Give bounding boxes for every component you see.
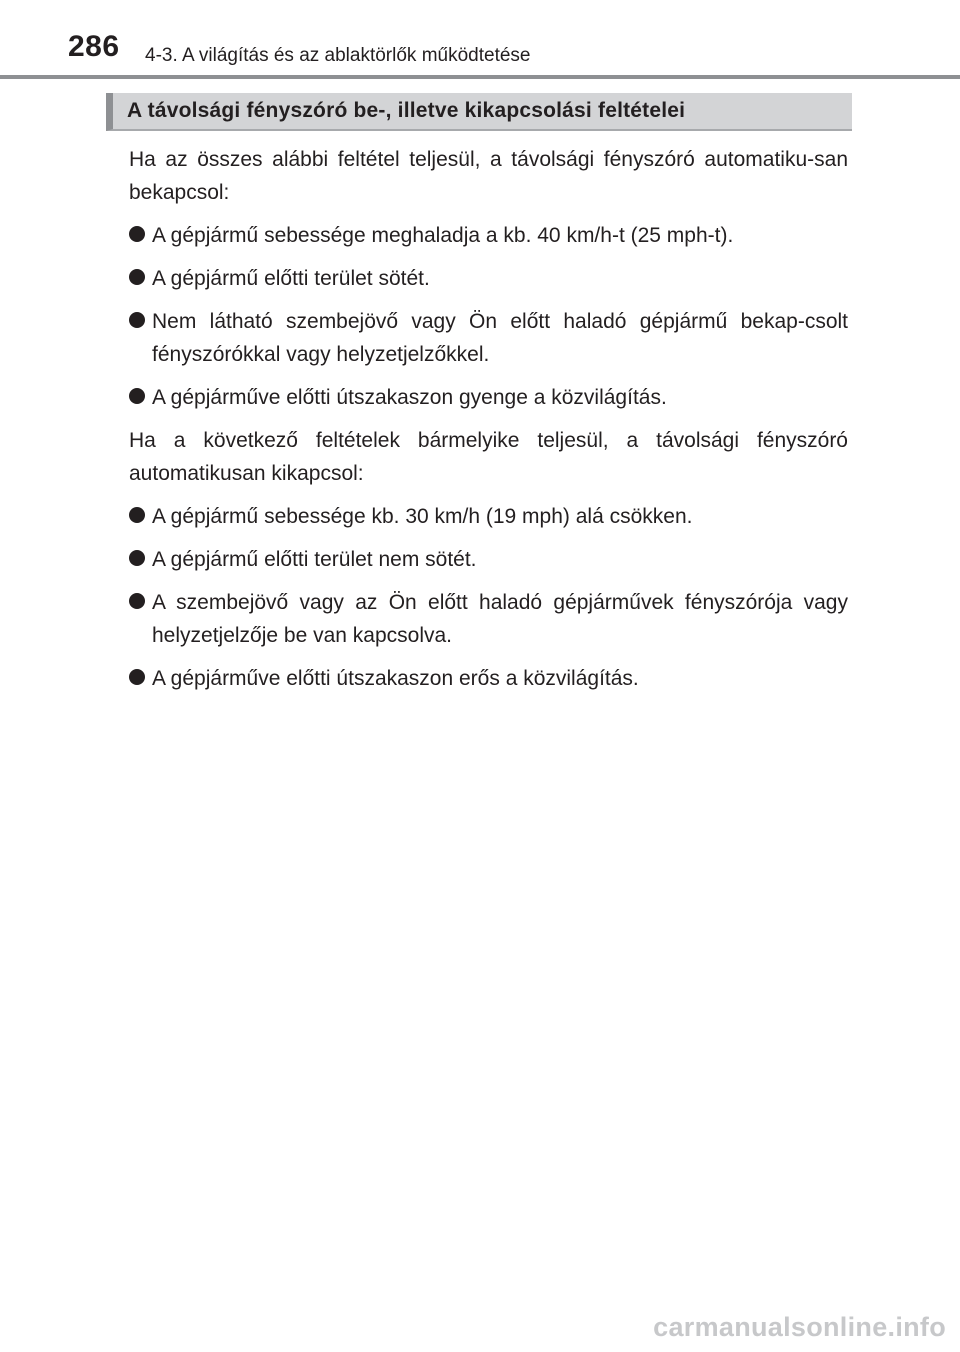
- bullet-icon: [129, 226, 145, 242]
- intro-on-paragraph: Ha az összes alábbi feltétel teljesül, a távolsági fényszóró automatiku-san bekapcsol:: [129, 148, 848, 204]
- bullet-icon: [129, 507, 145, 523]
- bullet-icon: [129, 669, 145, 685]
- on-condition-item: [129, 305, 848, 371]
- on-condition-text: A gépjármű előtti terület sötét.: [152, 267, 430, 290]
- off-condition-text: A gépjármű előtti terület nem sötét.: [152, 548, 477, 571]
- section-body: [129, 143, 848, 705]
- on-condition-text: Nem látható szembejövő vagy Ön előtt haladó gépjármű bekap-csolt fényszórókkal vagy helyzetjelzőkkel.: [152, 310, 848, 366]
- off-condition-item: [129, 662, 848, 695]
- off-condition-item: [129, 586, 848, 652]
- off-condition-text: A szembejövő vagy az Ön előtt haladó gépjárművek fényszórója vagy helyzetjelzője be van kapcsolva.: [152, 591, 848, 647]
- watermark: carmanualsonline.info: [653, 1312, 946, 1342]
- section-heading: [106, 93, 852, 131]
- off-condition-text: A gépjárműve előtti útszakaszon erős a közvilágítás.: [152, 667, 639, 690]
- on-condition-text: A gépjármű sebessége meghaladja a kb. 40 km/h-t (25 mph-t).: [152, 224, 734, 247]
- bullet-icon: [129, 269, 145, 285]
- bullet-icon: [129, 388, 145, 404]
- on-condition-item: [129, 219, 848, 252]
- bullet-icon: [129, 593, 145, 609]
- bullet-icon: [129, 550, 145, 566]
- off-condition-text: A gépjármű sebessége kb. 30 km/h (19 mph) alá csökken.: [152, 505, 693, 528]
- page-number: 286: [68, 30, 120, 63]
- on-condition-item: [129, 262, 848, 295]
- bullet-icon: [129, 312, 145, 328]
- header-divider: [0, 75, 960, 79]
- off-condition-item: [129, 500, 848, 533]
- on-condition-text: A gépjárműve előtti útszakaszon gyenge a közvilágítás.: [152, 386, 667, 409]
- on-condition-item: [129, 381, 848, 414]
- section-heading-text: A távolsági fényszóró be-, illetve kikapcsolási feltételei: [127, 99, 686, 122]
- intro-off-paragraph: Ha a következő feltételek bármelyike teljesül, a távolsági fényszóró automatikusan kikapcsol:: [129, 429, 848, 485]
- off-condition-item: [129, 543, 848, 576]
- chapter-title: 4-3. A világítás és az ablaktörlők működtetése: [145, 45, 531, 66]
